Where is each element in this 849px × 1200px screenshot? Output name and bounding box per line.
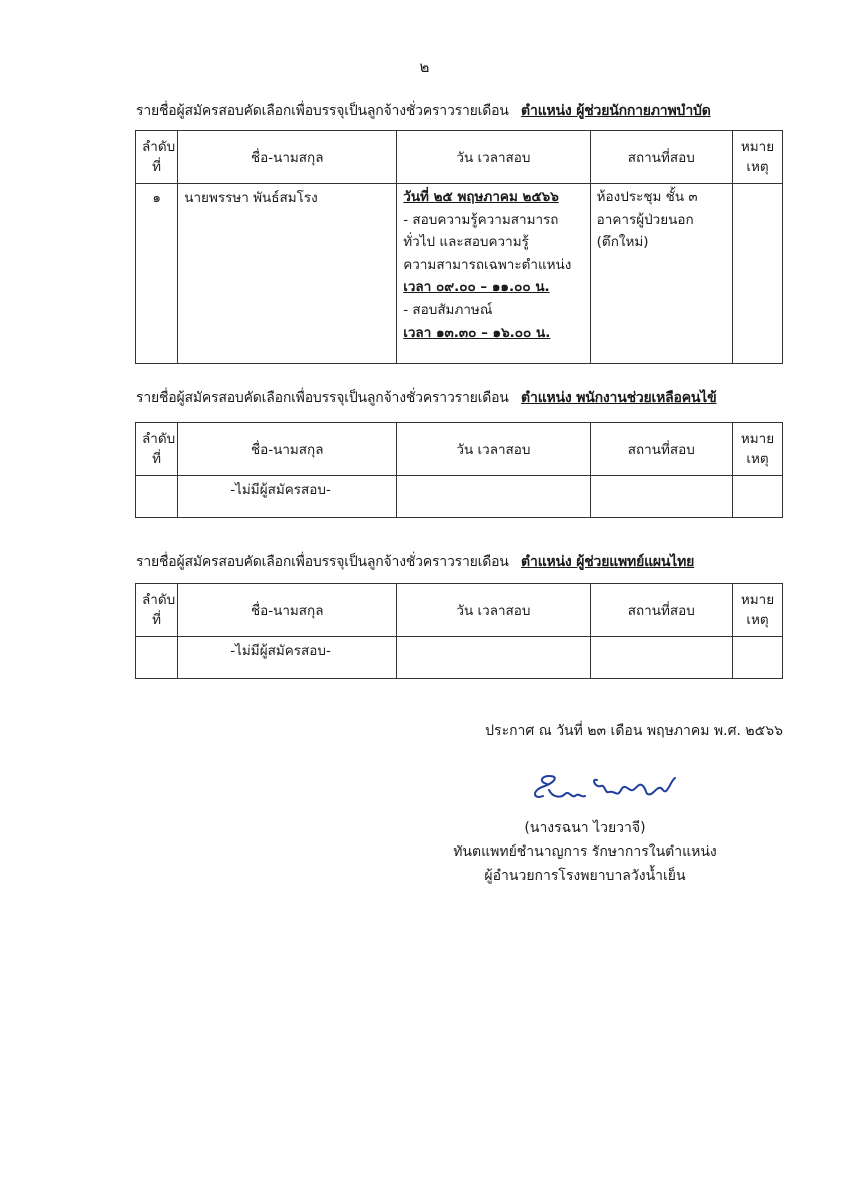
- header-no: ลำดับ ที่: [136, 423, 178, 476]
- row-note: [732, 184, 782, 364]
- table-header-row: [136, 584, 783, 637]
- row-place: ห้องประชุม ชั้น ๓ อาคารผู้ป่วยนอก (ตึกใหม่): [590, 184, 732, 364]
- header-place: สถานที่สอบ: [590, 131, 732, 184]
- section-1-table: [135, 130, 783, 364]
- header-name: ชื่อ-นามสกุล: [178, 423, 397, 476]
- table-row: [136, 637, 783, 679]
- handwritten-signature: [525, 768, 725, 808]
- schedule-line: ความสามารถเฉพาะตำแหน่ง: [403, 256, 572, 273]
- section-1-position: ตำแหน่ง ผู้ช่วยนักกายภาพบำบัด: [520, 103, 711, 119]
- exam-time-written: เวลา ๐๙.๐๐ – ๑๑.๐๐ น.: [403, 279, 550, 296]
- page-number: ๒: [419, 58, 430, 76]
- header-place: สถานที่สอบ: [590, 423, 732, 476]
- header-date: วัน เวลาสอบ: [397, 131, 590, 184]
- table-row: [136, 476, 783, 518]
- schedule-line: ทั่วไป และสอบความรู้: [403, 234, 529, 251]
- schedule-line: - สอบความรู้ความสามารถ: [403, 211, 559, 228]
- row-no: ๑: [136, 184, 178, 364]
- table-header-row: [136, 423, 783, 476]
- section-3-heading: [136, 551, 694, 573]
- announcement-date: ประกาศ ณ วันที่ ๒๓ เดือน พฤษภาคม พ.ศ. ๒๕๖๖: [485, 723, 783, 739]
- header-no: ลำดับ ที่: [136, 131, 178, 184]
- section-3-position: ตำแหน่ง ผู้ช่วยแพทย์แผนไทย: [520, 554, 695, 570]
- table-header-row: [136, 131, 783, 184]
- header-name: ชื่อ-นามสกุล: [178, 131, 397, 184]
- header-note: หมาย เหตุ: [732, 423, 782, 476]
- no-applicants: -ไม่มีผู้สมัครสอบ-: [178, 637, 397, 679]
- section-2-position: ตำแหน่ง พนักงานช่วยเหลือคนไข้: [520, 390, 717, 406]
- header-note: หมาย เหตุ: [732, 584, 782, 637]
- signatory-title: ทันตแพทย์ชำนาญการ รักษาการในตำแหน่ง: [453, 844, 717, 860]
- header-name: ชื่อ-นามสกุล: [178, 584, 397, 637]
- section-2-table: [135, 422, 783, 518]
- row-name: นายพรรษา พันธ์สมโรง: [178, 184, 397, 364]
- header-place: สถานที่สอบ: [590, 584, 732, 637]
- row-no: [136, 637, 178, 679]
- section-2-heading: [136, 387, 716, 409]
- section-3-table: [135, 583, 783, 679]
- table-row: [136, 184, 783, 364]
- exam-time-interview: เวลา ๑๓.๓๐ – ๑๖.๐๐ น.: [403, 324, 551, 341]
- signatory-block: [440, 816, 730, 888]
- section-1-heading-prefix: รายชื่อผู้สมัครสอบคัดเลือกเพื่อบรรจุเป็นลูกจ้างชั่วคราวรายเดือน: [136, 103, 509, 119]
- schedule-line: - สอบสัมภาษณ์: [403, 301, 493, 318]
- header-note: หมาย เหตุ: [732, 131, 782, 184]
- row-no: [136, 476, 178, 518]
- header-date: วัน เวลาสอบ: [397, 423, 590, 476]
- signatory-name: (นางรฉนา ไวยวาจี): [524, 820, 646, 836]
- section-2-heading-prefix: รายชื่อผู้สมัครสอบคัดเลือกเพื่อบรรจุเป็นลูกจ้างชั่วคราวรายเดือน: [136, 390, 509, 406]
- no-applicants: -ไม่มีผู้สมัครสอบ-: [178, 476, 397, 518]
- row-schedule: [397, 184, 590, 364]
- header-date: วัน เวลาสอบ: [397, 584, 590, 637]
- section-3-heading-prefix: รายชื่อผู้สมัครสอบคัดเลือกเพื่อบรรจุเป็นลูกจ้างชั่วคราวรายเดือน: [136, 554, 509, 570]
- section-1-heading: [136, 100, 711, 122]
- header-no: ลำดับ ที่: [136, 584, 178, 637]
- signatory-office: ผู้อำนวยการโรงพยาบาลวังน้ำเย็น: [484, 868, 686, 884]
- exam-date: วันที่ ๒๕ พฤษภาคม ๒๕๖๖: [403, 189, 559, 205]
